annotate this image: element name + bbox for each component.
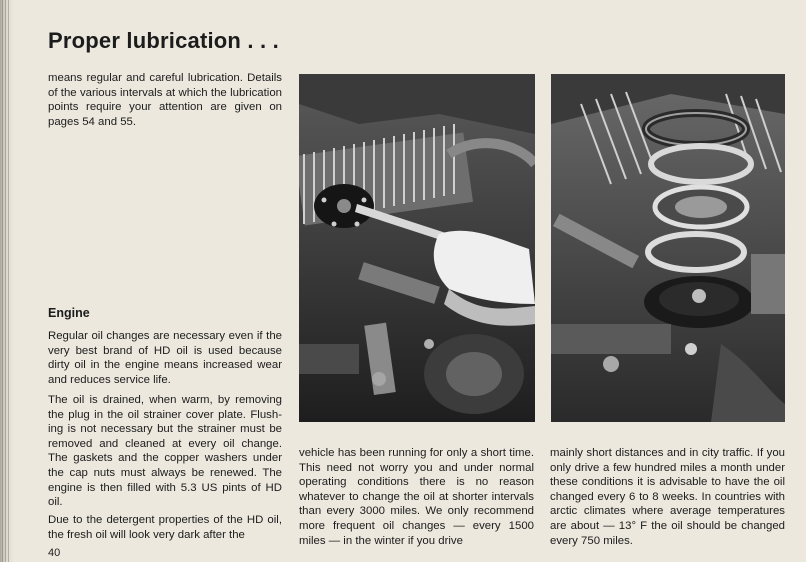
page-edges xyxy=(2,0,10,562)
photo-oil-strainer-parts xyxy=(551,74,785,422)
section-heading-engine: Engine xyxy=(48,306,90,320)
engine-paragraph-3: Due to the detergent properties of the HD oil, the fresh oil will look very dark after the xyxy=(48,514,282,541)
engine-paragraph-2: The oil is drained, when warm, by removing the plug in the oil strainer cover plate. Flushing is not necessary but the strainer must be removed and cleaned at every oil change. The gaskets and the copper washers under the cap nuts must always be renewed. The engine is then filled with 5.3 US pints of HD oil. xyxy=(48,394,282,509)
engine-paragraph-1: Regular oil changes are necessary even if the very best brand of HD oil is used because dirty oil in the engine means increased wear and reduces service life. xyxy=(48,330,282,386)
photo-oil-drain-wrench xyxy=(299,74,535,422)
intro-paragraph: means regular and careful lubrication. Details of the various intervals at which the lubrication points require your attention are given on pages 54 and 55. xyxy=(48,72,282,128)
column-2-paragraph: vehicle has been running for only a short time. This need not worry you and under normal operating conditions there is no reason whatever to change the oil at shorter intervals than every 3000 miles. We only recommend more frequent oil changes — every 1500 miles — in the winter if you drive xyxy=(299,447,534,547)
column-3-paragraph: mainly short distances and in city traffic. If you only drive a few hundred miles a month under these conditions it is advisable to have the oil changed every 6 to 8 weeks. In countries with arctic climates where average temperatures are about — 13° F the oil should be changed every 750 miles. xyxy=(550,447,785,547)
page-number: 40 xyxy=(48,547,61,559)
page-title: Proper lubrication . . . xyxy=(48,28,279,53)
